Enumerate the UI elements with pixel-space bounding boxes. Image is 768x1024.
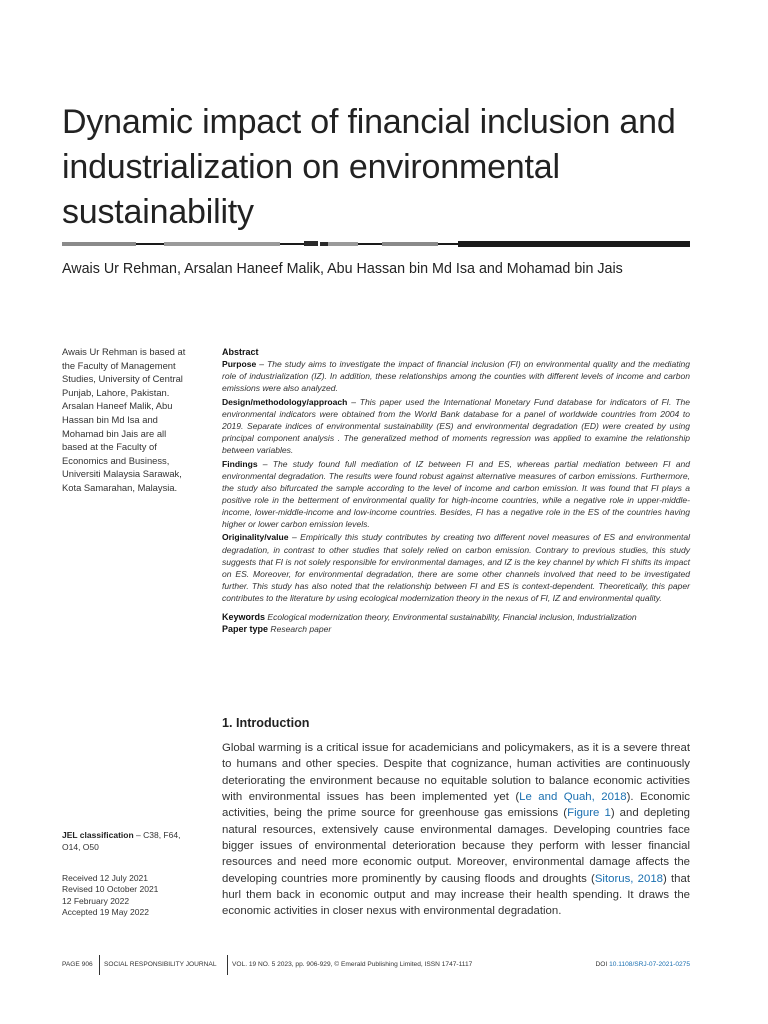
doi-link[interactable]: 10.1108/SRJ-07-2021-0275 <box>609 961 690 968</box>
abstract-findings <box>222 458 690 530</box>
keywords-label: Keywords <box>222 611 266 622</box>
article-history <box>62 873 202 919</box>
abstract-purpose <box>222 358 690 394</box>
page-number: PAGE 906 <box>62 961 93 968</box>
abstract-heading: Abstract <box>222 347 259 357</box>
author-affiliations: Awais Ur Rehman is based at the Faculty of Management Studies, University of Central Punjab, Lahore, Pakistan. Arsalan Haneef Malik, Abu Hassan bin Md Isa and Mohamad bin Jais are all based at the Faculty of Economics and Business, Universiti Malaysia Sarawak, Kota Samarahan, Malaysia. <box>62 346 186 493</box>
keywords-text: Ecological modernization theory, Environmental sustainability, Financial inclusion, Industrialization <box>265 611 637 622</box>
design-text: – This paper used the International Monetary Fund database for indicators of FI. The environmental indicators were obtained from the World Bank database for a panel of worldwide countries from 2004 to 2019. Separate indices of environmental sustainability (ES) and environmental degradation (ED) were created by using principal component analysis . The generalized method of moments regression was applied to examine the relationship between variables. <box>222 396 690 455</box>
citation-link[interactable]: Le and Quah, 2018 <box>519 791 627 804</box>
abstract-block <box>222 346 690 635</box>
introduction-paragraph <box>222 740 690 920</box>
paper-type-text: Research paper <box>268 623 332 634</box>
footer-divider <box>227 955 228 975</box>
jel-classification <box>62 830 192 854</box>
paper-type <box>222 623 690 635</box>
intro-text-3: ) and depleting natural resources, extensively cause environmental damages. Developing countries face bigger issues of environmental deterioration because they perform with lesser financial resources and need more economic output. Moreover, environmental damage affects the developing countries more prominently by causing floods and droughts ( <box>222 807 690 885</box>
authors-last: Mohamad bin Jais <box>506 261 623 277</box>
findings-text: – The study found full mediation of IZ between FI and ES, whereas partial mediation between FI and environmental degradation. The results were found robust against alternative measures of carbon emissions. Furthermore, the study also bifurcated the sample according to the level of income and carbon emission. It was found that FI plays a positive role in the betterment of environmental quality for high-income countries, while a negative role in upper-middle-income, lower-middle-income and low-income countries. Besides, FI has a negative role in the ES of the countries having higher or lower carbon emission levels. <box>222 458 690 529</box>
authors-line <box>62 259 702 279</box>
purpose-label: Purpose <box>222 359 257 370</box>
jel-value: – C38, F64, O14, O50 <box>62 830 181 852</box>
figure-link[interactable]: Figure 1 <box>567 807 611 820</box>
doi-label: DOI <box>595 961 608 968</box>
keywords <box>222 611 690 623</box>
findings-label: Findings <box>222 458 258 469</box>
revised-date-2: 12 February 2022 <box>62 895 130 906</box>
citation-link[interactable]: Sitorus, 2018 <box>594 872 663 885</box>
received-date: Received 12 July 2021 <box>62 873 149 883</box>
design-label: Design/methodology/approach <box>222 396 348 407</box>
footer-divider <box>99 955 100 975</box>
revised-date: Revised 10 October 2021 <box>62 884 159 895</box>
originality-label: Originality/value <box>222 532 289 543</box>
authors-primary: Awais Ur Rehman, Arsalan Haneef Malik, Abu Hassan bin Md Isa <box>62 261 475 277</box>
intro-text-2: ). Economic activities, being the prime source for greenhouse gas emissions ( <box>222 791 690 820</box>
abstract-design <box>222 396 690 456</box>
intro-text-1: Global warming is a critical issue for academicians and policymakers, as it is a severe threat to humans and other species. Despite that cognizance, human activities are continuously deteriorating the environment because no equitable solution to balance economic activities with environmental issues has been implemented yet ( <box>222 742 690 804</box>
doi <box>596 958 690 972</box>
article-title: Dynamic impact of financial inclusion and industrialization on environmental sustainability <box>62 103 676 231</box>
originality-text: – Empirically this study contributes by creating two different novel measures of ES and environmental degradation, in contrast to other studies that solely relied on carbon emission. Contrary to previous studies, this study suggests that FI is not solely responsible for environmental damages, and IZ is the key channel by which FI shifts its impact on ES. Moreover, for environmental degradation, there are some other channels involved that need to be investigated further. This study has also noted that the relationship between FI and ES is context-dependent. Theoretically, this paper contributes to the literature by using ecological modernization theory in the nexus of FI, IZ and environmental quality. <box>222 532 690 603</box>
accepted-date: Accepted 19 May 2022 <box>62 907 149 918</box>
abstract-originality <box>222 531 690 603</box>
decorative-rule <box>62 240 690 247</box>
volume-info: VOL. 19 NO. 5 2023, pp. 906-929, © Emerald Publishing Limited, ISSN 1747-1117 <box>232 961 473 968</box>
section-heading: 1. Introduction <box>222 716 310 730</box>
purpose-text: – The study aims to investigate the impact of financial inclusion (FI) on environmental quality and the mediating role of industrialization (IZ). In addition, these relationships among the counties with different levels of income and carbon emissions were also analyzed. <box>222 359 690 394</box>
page-footer <box>62 958 690 972</box>
authors-and: and <box>478 261 503 277</box>
jel-label: JEL classification <box>62 830 134 840</box>
journal-name: SOCIAL RESPONSIBILITY JOURNAL <box>104 961 217 968</box>
paper-type-label: Paper type <box>222 623 269 634</box>
intro-text-4: ) that hurl them back in economic output and may increase their health spending. It draws the economic activities in closer nexus with environmental degradation. <box>222 872 690 918</box>
